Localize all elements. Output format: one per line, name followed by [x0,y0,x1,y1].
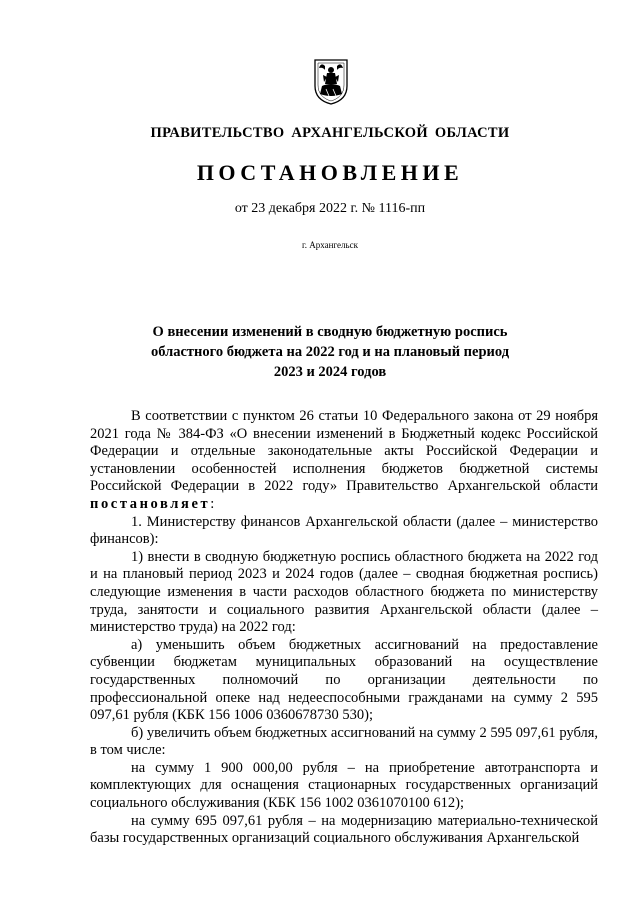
body-paragraph: на сумму 695 097,61 рубля – на модернизацию материально-технической базы государственных организаций социального обслуживания Архангельской [90,812,598,847]
subject-line: областного бюджета на 2022 год и на плановый период [150,344,510,360]
subject-line: 2023 и 2024 годов [273,364,387,380]
body-paragraph: 1) внести в сводную бюджетную роспись областного бюджета на 2022 год и на плановый период 2023 и 2024 годов (далее – сводная бюджетная роспись) следующие изменения в части расходов областного бюджета по министерству труда, занятости и социального развития Архангельской области (далее – министерство труда) на 2022 год: [90,548,598,636]
body-paragraph: 1. Министерству финансов Архангельской области (далее – министерство финансов): [90,513,598,548]
preamble-text: В соответствии с пунктом 26 статьи 10 Федерального закона от 29 ноября 2021 года № 384-ФЗ «О внесении изменений в Бюджетный кодекс Российской Федерации и отдельные законодательные акты Российской Федерации и установлении особенностей исполнения бюджетов бюджетной системы Российской Федерации в 2022 году» Правительство Архангельской области [90,408,598,495]
body-paragraph: на сумму 1 900 000,00 рубля – на приобретение автотранспорта и комплектующих для оснащения стационарных государственных организаций социального обслуживания (КБК 156 1002 0361070100 612); [90,759,598,812]
body-paragraph [90,408,598,514]
body-paragraph: б) увеличить объем бюджетных ассигнований на сумму 2 595 097,61 рубля, в том числе: [90,724,598,759]
date-and-number: от 23 декабря 2022 г. № 1116-пп [234,201,426,216]
subject-line: О внесении изменений в сводную бюджетную роспись [152,324,508,340]
coat-of-arms-emblem-icon [313,58,349,106]
body-paragraph: а) уменьшить объем бюджетных ассигнований на предоставление субвенции бюджетам муниципальных образований на осуществление государственных полномочий по организации деятельности по профессиональной опеке над недееспособными гражданами на сумму 2 595 097,61 рубля (КБК 156 1006 0360678730 530); [90,636,598,724]
city-name: г. Архангельск [302,240,358,250]
resolves-keyword: постановляет [90,495,211,512]
government-name: ПРАВИТЕЛЬСТВО АРХАНГЕЛЬСКОЙ ОБЛАСТИ [150,125,510,141]
document-subject [60,322,600,382]
preamble-colon: : [210,495,215,512]
document-type-title: ПОСТАНОВЛЕНИЕ [196,160,464,185]
document-body [90,408,598,848]
